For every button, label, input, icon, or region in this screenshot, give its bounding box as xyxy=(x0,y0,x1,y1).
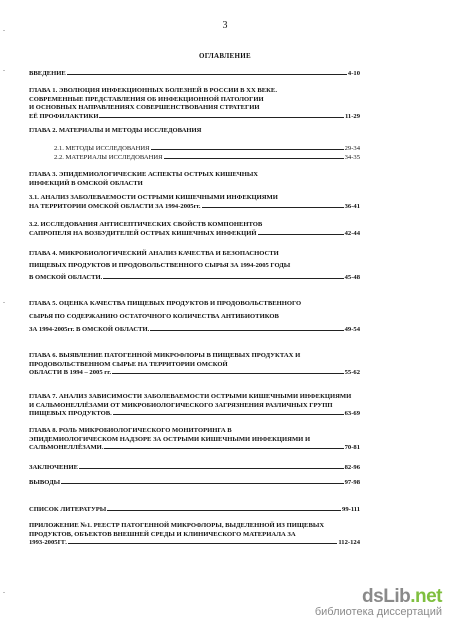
toc-page-ref: 45-48 xyxy=(344,274,360,281)
margin-mark: - xyxy=(3,590,5,596)
dslib-logo: dsLib.net xyxy=(362,586,442,607)
toc-entry-introduction[interactable]: ВВЕДЕНИЕ 4-10 xyxy=(29,70,360,77)
toc-heading: ОГЛАВЛЕНИЕ xyxy=(199,52,251,60)
leader-line xyxy=(103,278,343,279)
toc-entry-3-1[interactable]: 3.1. АНАЛИЗ ЗАБОЛЕВАЕМОСТИ ОСТРЫМИ КИШЕЧНЫМИ ИНФЕКЦИЯМИ НА ТЕРРИТОРИИ ОМСКОЙ ОБЛАСТИ ЗА 1994-2005гг. 36-41 xyxy=(29,194,360,210)
toc-entry-chapter-4[interactable]: ГЛАВА 4. МИКРОБИОЛОГИЧЕСКИЙ АНАЛИЗ КАЧЕСТВА И БЕЗОПАСНОСТИ ПИЩЕВЫХ ПРОДУКТОВ И ПРОДОВОЛЬСТВЕННОГО СЫРЬЯ ЗА 1994-2005 ГОДЫ В ОМСКОЙ ОБЛАСТИ. 45-48 xyxy=(29,248,360,284)
toc-entry-chapter-2[interactable]: ГЛАВА 2. МАТЕРИАЛЫ И МЕТОДЫ ИССЛЕДОВАНИЯ xyxy=(29,127,202,134)
dslib-watermark xyxy=(315,586,442,618)
toc-entry-chapter-6[interactable]: ГЛАВА 6. ВЫЯВЛЕНИЕ ПАТОГЕННОЙ МИКРОФЛОРЫ В ПИЩЕВЫХ ПРОДУКТАХ И ПРОДОВОЛЬСТВЕННОМ СЫРЬЕ НА ТЕРРИТОРИИ ОМСКОЙ ОБЛАСТИ В 1994 – 2005 гг. 55-62 xyxy=(29,352,360,377)
toc-page-ref: 99-111 xyxy=(342,506,360,513)
toc-page-ref: 63-69 xyxy=(344,410,360,418)
leader-line xyxy=(113,414,344,415)
toc-page-ref: 36-41 xyxy=(344,202,360,210)
toc-page-ref: 70-81 xyxy=(344,444,360,452)
leader-line xyxy=(79,468,344,469)
toc-page-ref: 55-62 xyxy=(344,369,360,377)
page-number: 3 xyxy=(222,20,228,31)
toc-entry-chapter-5[interactable]: ГЛАВА 5. ОЦЕНКА КАЧЕСТВА ПИЩЕВЫХ ПРОДУКТОВ И ПРОДОВОЛЬСТВЕННОГО СЫРЬЯ ПО СОДЕРЖАНИЮ ОСТАТОЧНОГО КОЛИЧЕСТВА АНТИБИОТИКОВ ЗА 1994-2005гг. В ОМСКОЙ ОБЛАСТИ. 49-54 xyxy=(29,297,360,336)
toc-page-ref: 49-54 xyxy=(344,326,360,333)
dslib-tagline: библиотека диссертаций xyxy=(314,606,442,618)
toc-entry-chapter-8[interactable]: ГЛАВА 8. РОЛЬ МИКРОБИОЛОГИЧЕСКОГО МОНИТОРИНГА В ЭПИДЕМИОЛОГИЧЕСКОМ НАДЗОРЕ ЗА ОСТРЫМИ КИШЕЧНЫМИ ИНФЕКЦИЯМИ И САЛЬМОНЕЛЛЁЗАМИ. 70-81 xyxy=(29,427,360,452)
toc-entry-2-1[interactable]: 2.1. МЕТОДЫ ИССЛЕДОВАНИЯ 29-34 xyxy=(54,145,360,152)
toc-page-ref: 42-44 xyxy=(344,229,360,237)
toc-entry-conclusion[interactable]: ЗАКЛЮЧЕНИЕ 82-96 xyxy=(29,464,360,471)
leader-line xyxy=(164,158,344,159)
leader-line xyxy=(61,483,344,484)
toc-entry-findings[interactable]: ВЫВОДЫ 97-98 xyxy=(29,479,360,486)
margin-mark: - xyxy=(3,68,5,74)
toc-entry-appendix-1[interactable]: ПРИЛОЖЕНИЕ №1. РЕЕСТР ПАТОГЕННОЙ МИКРОФЛОРЫ, ВЫДЕЛЕННОЙ ИЗ ПИЩЕВЫХ ПРОДУКТОВ, ОБЪЕКТОВ ВНЕШНЕЙ СРЕДЫ И КЛИНИЧЕСКОГО МАТЕРИАЛА ЗА 1993-2005ГГ. 112-124 xyxy=(29,522,360,547)
margin-mark: - xyxy=(3,28,5,34)
toc-entry-chapter-3[interactable]: ГЛАВА 3. ЭПИДЕМИОЛОГИЧЕСКИЕ АСПЕКТЫ ОСТРЫХ КИШЕЧНЫХ ИНФЕКЦИЙ В ОМСКОЙ ОБЛАСТИ xyxy=(29,171,259,187)
leader-line xyxy=(202,207,344,208)
toc-page-ref: 112-124 xyxy=(338,539,360,547)
toc-entry-2-2[interactable]: 2.2. МАТЕРИАЛЫ ИССЛЕДОВАНИЯ 34-35 xyxy=(54,154,360,161)
leader-line xyxy=(112,373,343,374)
toc-entry-chapter-7[interactable]: ГЛАВА 7. АНАЛИЗ ЗАВИСИМОСТИ ЗАБОЛЕВАЕМОСТИ ОСТРЫМИ КИШЕЧНЫМИ ИНФЕКЦИЯМИ И САЛЬМОНЕЛЛЁЗАМИ ОТ МИКРОБИОЛОГИЧЕСКОГО ЗАГРЯЗНЕНИЯ РАЗЛИЧНЫХ ГРУПП ПИЩЕВЫХ ПРОДУКТОВ. 63-69 xyxy=(29,393,360,418)
leader-line xyxy=(150,330,343,331)
toc-page-ref: 29-34 xyxy=(344,145,360,152)
leader-line xyxy=(258,234,344,235)
toc-entry-chapter-1[interactable]: ГЛАВА 1. ЭВОЛЮЦИЯ ИНФЕКЦИОННЫХ БОЛЕЗНЕЙ В РОССИИ В XX ВЕКЕ. СОВРЕМЕННЫЕ ПРЕДСТАВЛЕНИЯ ОБ ИНФЕКЦИОННОЙ ПАТОЛОГИИ И ОСНОВНЫХ НАПРАВЛЕНИЯХ СОВЕРШЕНСТВОВАНИЯ СТРАТЕГИИ ЕЁ ПРОФИЛАКТИКИ 11-29 xyxy=(29,87,360,120)
leader-line xyxy=(104,448,343,449)
leader-line xyxy=(67,74,347,75)
toc-entry-3-2[interactable]: 3.2. ИССЛЕДОВАНИЯ АНТИСЕПТИЧЕСКИХ СВОЙСТВ КОМПОНЕНТОВ САПРОПЕЛЯ НА ВОЗБУДИТЕЛЕЙ ОСТРЫХ КИШЕЧНЫХ ИНФЕКЦИЙ 42-44 xyxy=(29,221,360,237)
toc-page-ref: 97-98 xyxy=(344,479,360,486)
leader-line xyxy=(68,543,338,544)
toc-page-ref: 11-29 xyxy=(344,112,360,120)
leader-line xyxy=(99,117,344,118)
toc-page-ref: 4-10 xyxy=(347,70,360,77)
leader-line xyxy=(107,510,341,511)
toc-entry-references[interactable]: СПИСОК ЛИТЕРАТУРЫ 99-111 xyxy=(29,506,360,513)
margin-mark: - xyxy=(3,300,5,306)
toc-page-ref: 34-35 xyxy=(344,154,360,161)
leader-line xyxy=(151,149,344,150)
toc-page-ref: 82-96 xyxy=(344,464,360,471)
